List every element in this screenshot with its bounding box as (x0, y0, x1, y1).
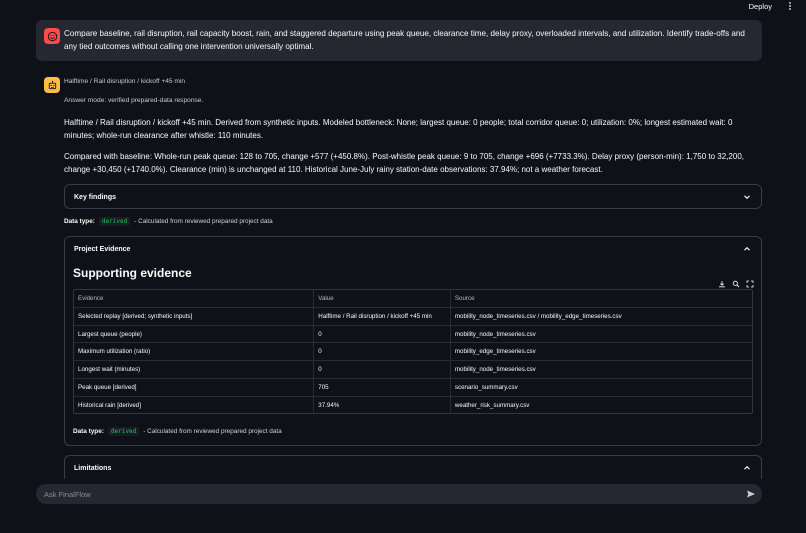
chevron-up-icon (742, 244, 752, 254)
key-findings-label: Key findings (74, 193, 117, 201)
evidence-cell[interactable]: Selected replay [derived; synthetic inputs] (74, 308, 314, 325)
evidence-table (73, 289, 753, 414)
limitations-label: Limitations (74, 464, 112, 472)
evidence-cell[interactable]: Historical rain [derived] (74, 397, 314, 414)
key-findings-expander[interactable] (64, 184, 762, 209)
source-cell[interactable]: mobility_node_timeseries.csv (454, 366, 536, 374)
table-toolbar (718, 275, 754, 283)
download-icon[interactable] (718, 275, 726, 283)
source-cell[interactable]: mobility_node_timeseries.csv (454, 330, 536, 338)
limitations-expander[interactable] (64, 455, 762, 479)
send-icon[interactable] (746, 489, 756, 499)
table-header-row (74, 290, 752, 308)
chevron-down-icon (742, 192, 752, 202)
table-row (74, 379, 752, 397)
data-type-label: Data type: (73, 428, 104, 435)
evidence-cell[interactable]: Maximum utilization (ratio) (74, 343, 314, 360)
robot-icon (44, 77, 60, 93)
data-type-description: - Calculated from reviewed prepared project data (143, 428, 282, 435)
project-evidence-header[interactable] (65, 237, 761, 261)
value-cell[interactable]: 0 (314, 361, 451, 378)
assistant-paragraph-comparison: Compared with baseline: Whole-run peak queue: 128 to 705, change +577 (+450.8%). Post-whistle peak queue: 9 to 705, change +696 (+7733.3%). Delay proxy (person-min): 1,750 to 32,200, change +30,450 (+1740.0%). Clearance (min) is unchanged at 110. Historical June-July rainy station-date observations: 37.94%; not a weather forecast. (64, 152, 744, 174)
project-evidence-label: Project Evidence (74, 245, 131, 253)
value-cell[interactable]: 0 (314, 326, 451, 343)
value-cell[interactable]: 0 (314, 343, 451, 360)
chevron-up-icon (742, 463, 752, 473)
evidence-cell[interactable]: Peak queue [derived] (74, 379, 314, 396)
fullscreen-icon[interactable] (746, 275, 754, 283)
data-type-note (73, 427, 282, 436)
user-message-text: Compare baseline, rail disruption, rail capacity boost, rain, and staggered departure using peak queue, clearance time, delay proxy, overloaded intervals, and utilization. Identify trade-offs and any tied outcomes without calling one intervention universally optimal. (64, 29, 745, 51)
data-type-description: - Calculated from reviewed prepared project data (134, 218, 273, 225)
source-cell[interactable]: scenario_summary.csv (454, 383, 518, 391)
assistant-paragraph-summary: Halftime / Rail disruption / kickoff +45 min. Derived from synthetic inputs. Modeled bottleneck: None; largest queue: 0 people; total corridor queue: 0; utilization: 0%; longest estimated wait: 0 minutes; whole-run clearance after whistle: 110 minutes. (64, 118, 733, 140)
user-face-icon (44, 28, 60, 44)
value-cell[interactable]: 37.94% (314, 397, 451, 414)
value-cell[interactable]: Halftime / Rail disruption / kickoff +45 min (314, 308, 451, 325)
column-header-value[interactable]: Value (314, 290, 451, 307)
data-type-value: derived (108, 427, 139, 436)
data-type-label: Data type: (64, 218, 95, 225)
table-row (74, 308, 752, 326)
user-message (36, 20, 762, 61)
data-type-value: derived (99, 217, 130, 226)
chat-input-bar (36, 484, 762, 504)
answer-mode-caption: Answer mode: verified prepared-data response. (64, 97, 204, 104)
column-header-source[interactable]: Source (454, 295, 475, 302)
table-row (74, 343, 752, 361)
top-bar (0, 0, 806, 16)
source-cell[interactable]: mobility_edge_timeseries.csv (454, 348, 536, 356)
assistant-scenario-title: Halftime / Rail disruption / kickoff +45 min (64, 78, 185, 85)
table-row (74, 361, 752, 379)
key-findings-header[interactable] (65, 185, 761, 209)
table-row (74, 326, 752, 344)
limitations-header[interactable] (65, 456, 761, 480)
table-row (74, 397, 752, 414)
evidence-cell[interactable]: Largest queue (people) (74, 326, 314, 343)
source-cell[interactable]: weather_risk_summary.csv (454, 401, 530, 409)
kebab-menu-icon[interactable] (788, 1, 792, 15)
data-type-note (64, 217, 273, 226)
supporting-evidence-title: Supporting evidence (73, 266, 192, 280)
search-icon[interactable] (732, 275, 740, 283)
evidence-cell[interactable]: Longest wait (minutes) (74, 361, 314, 378)
source-cell[interactable]: mobility_node_timeseries.csv / mobility_edge_timeseries.csv (454, 312, 622, 320)
value-cell[interactable]: 705 (314, 379, 451, 396)
column-header-evidence[interactable]: Evidence (74, 290, 314, 307)
deploy-button[interactable]: Deploy (748, 2, 772, 11)
chat-input[interactable] (44, 484, 734, 504)
